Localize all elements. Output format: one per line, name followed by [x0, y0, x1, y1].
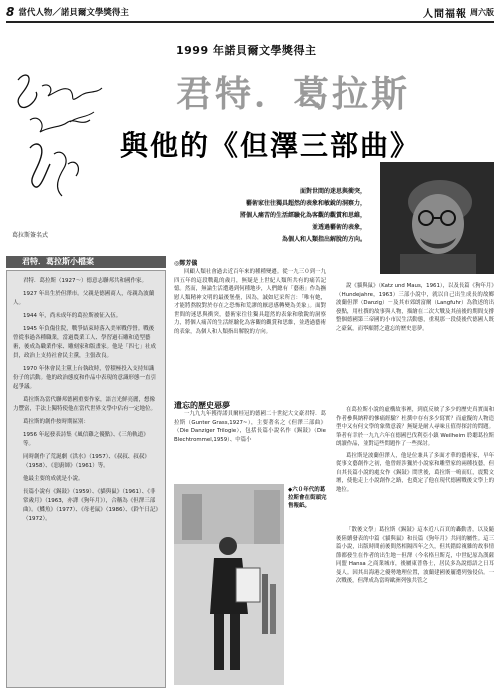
article-column-4: [336, 406, 494, 497]
header-right: [423, 5, 494, 20]
article-column-5: [336, 526, 494, 589]
sidebar-work: 長篇小說有《錫鼓》（1959）、《貓與鼠》（1961）、《非常歲月》（1963，亦譯《狗年月》），合稱為《但澤三部曲》。《鰈魚》（1977）、《母老鼠》（1986）、《鈴午日記》（1972）。: [23, 489, 159, 522]
article-paragraph: 說《貓與鼠》（Katz und Maus，1961），以及長篇《狗年月》（Hundejahre，1963）三部小說中，就以自己出生成長的故鄉波蘭但澤（Danzig）－及其市郊朗富爾（Langfuhr）為敘述的出發點，用杜撰的故事與人物，描繪在二次大戰及其前後的期間支撐整個德國第三帝國的小市民生活動態，重現那一段使後代德國人既之豪氣，而寧願將之遺忘的歷史惡夢。: [336, 283, 494, 332]
street-photo-caption: ◆六０年代的葛拉斯會在街頭完售報紙。: [288, 487, 327, 509]
pull-quote-line: 並透過藝術的表象，: [311, 224, 366, 231]
profile-sidebar: [6, 270, 166, 688]
pull-quote-line: 將個人痛苦的生活經驗化為客觀的觀賞和思維，: [240, 212, 367, 219]
sidebar-work: 1956 年起發表詩集《風信雞之優點》、《三角軌道》等。: [23, 432, 149, 447]
header-rule: [6, 21, 494, 23]
sidebar-paragraph: 1970 年休會民主黨上台執政時，曾積極投入支持知識份子的活動。他的政治態度和作品中表現的意識形態一直引起爭議。: [13, 366, 157, 390]
sidebar-work: 他最主要的成就是小說。: [23, 476, 84, 482]
page-header: [6, 4, 494, 20]
article-column-2: [174, 410, 326, 447]
sidebar-paragraph: 葛拉斯的創作按時期區別：: [23, 419, 90, 425]
headline-name: 君特．葛拉斯: [176, 73, 411, 115]
brand-logo: 人間福報: [423, 8, 467, 20]
section-name: 當代人物／諾貝爾文學獎得主: [18, 8, 129, 18]
signature-image: [10, 68, 110, 218]
sidebar-paragraph: 1927 年出生於但澤市。父親是德國商人，母親為波蘭人。: [13, 291, 155, 306]
pull-quote-line: 面對世間的迷思與衝突，: [299, 188, 366, 195]
page-number: 8: [6, 5, 15, 19]
street-photo: [174, 484, 284, 685]
sidebar-paragraph: 1944 年，尚未成年的葛拉斯被征入伍。: [23, 313, 122, 319]
pull-quote-line: 藝術家往往獨具超然的表象和敏銳的洞察力，: [245, 200, 366, 207]
article-paragraph: 在葛拉斯小說的虛構故事裡，到底反映了多少的歷史真實面和作者參與納粹的慘痛經驗？杜撰中存有多少寫實？而虛擬的人物造型中又有何文學的象徵意義？無疑是耐人尋味且值得探討的問題。筆者有幸於一九九六年在德國巴伐利亞小鎮 Weilheim 聆聽葛拉斯朗讀作品，並對這些問題作了一些探討。: [336, 407, 494, 447]
sidebar-paragraph: 1945 年負傷住院，戰爭結束時落入美軍戰俘營。戰後曾從事過各種職業，當過農業工人、學習過石雕和造型藝術，後成為職業作家、雕刻家和版畫家。他是「四七」社成員，政治上支持社會民主黨，主張改良。: [13, 326, 157, 359]
article-paragraph: 「散後文學」葛拉斯《錫鼓》這本近八百頁的轟動書，以及隨後陸續發表的中篇《貓與鼠》和長篇《狗年月》共同的屬性。這三篇小說，出版時間前後間然相隔四年之久，但其錯綜複雜的故事情節都發生在作者的出生地－但澤（今名格旦斯克，中世紀原為漢薩同盟 Hansa 之商業城市，後屬東普魯士，居民多為說德語之日耳曼人。因其出海港之優勢地理位置，波蘭建國後屢遭列強侵佔。一次戰後，但澤成為當時歐洲列強共管之: [336, 527, 494, 584]
article-paragraph: 葛拉斯是波蘭但澤人，他是位兼具了多面才華的藝術家，早年從事文藝創作之初，他曾經涉獵於小說家和雕塑家的兩種技藝，但自其長篇小說的處女作《錫鼓》問世後，葛拉斯一鳴而紅，震驚文壇，使他走上小說創作之路，也奠定了他在現代德國戰後文學上的地位。: [336, 452, 494, 493]
byline: ◎鄭芳儀: [174, 260, 198, 267]
pull-quote-line: 為個人和人類指出解脫的方向。: [281, 236, 366, 243]
headline-kicker: 1999 年諾貝爾文學獎得主: [176, 44, 317, 57]
headline-subtitle: 與他的《但澤三部曲》: [120, 129, 421, 162]
sidebar-work: 同時創作了荒誕劇《洪水》（1957）、《叔叔、叔叔》（1958）、《惡廚師》（1961）等。: [23, 454, 150, 469]
header-left: [6, 5, 129, 19]
sidebar-paragraph: 葛拉斯為當代聯邦德國重要作家，語言光鮮亮麗，想像力豐富，手法上獨特使他在當代世界文學中佔有一定地位。: [13, 397, 157, 412]
section-heading: 遺忘的歷史惡夢: [174, 401, 230, 410]
sidebar-paragraph: 君特．葛拉斯（1927～）德意志聯邦共和國作家。: [23, 278, 147, 284]
signature-caption: 葛拉斯簽名式: [12, 232, 49, 239]
article-column-3: [336, 282, 494, 336]
portrait-photo: [380, 162, 494, 274]
article-paragraph: 一九九九年獲得諾貝爾桂冠的德國二十世紀大文豪君特．葛拉斯（Gunter Grass,1927~），主要著名之《但澤三部曲》（Die Danziger Trilogie），包括長篇小說名作《錫鼓》（Die Blechtrommel,1959）、中篇小: [174, 411, 326, 443]
sidebar-title: 君特．葛拉斯小檔案: [6, 256, 166, 268]
pull-quote: [240, 186, 366, 246]
article-column-1: [174, 268, 326, 339]
brand-edition: 周六版: [470, 7, 494, 17]
article-paragraph: 回顧人類社會過去近百年來的種種變遷。從一九三０到一九四五年的這段戰亂的歲月，無疑是上世紀人類所共有的痛苦記憶。然而，無論生活遭遇到何種地步，人們總有「藝術」作為撫慰人類精神文明的最後堡壘，因為，誠如尼采所言：「唯有她，才能將熬脫對於存在之恐怖和荒謬的厭惡感轉變為美象」。面對世間的迷思與衝突，藝術家往往獨具超然的表象和敏銳的洞察力，將個人痛苦的生活經驗化為客觀的觀賞和思維，並透過藝術的表象，為個人和人類指出解脫的方向。: [174, 269, 326, 335]
